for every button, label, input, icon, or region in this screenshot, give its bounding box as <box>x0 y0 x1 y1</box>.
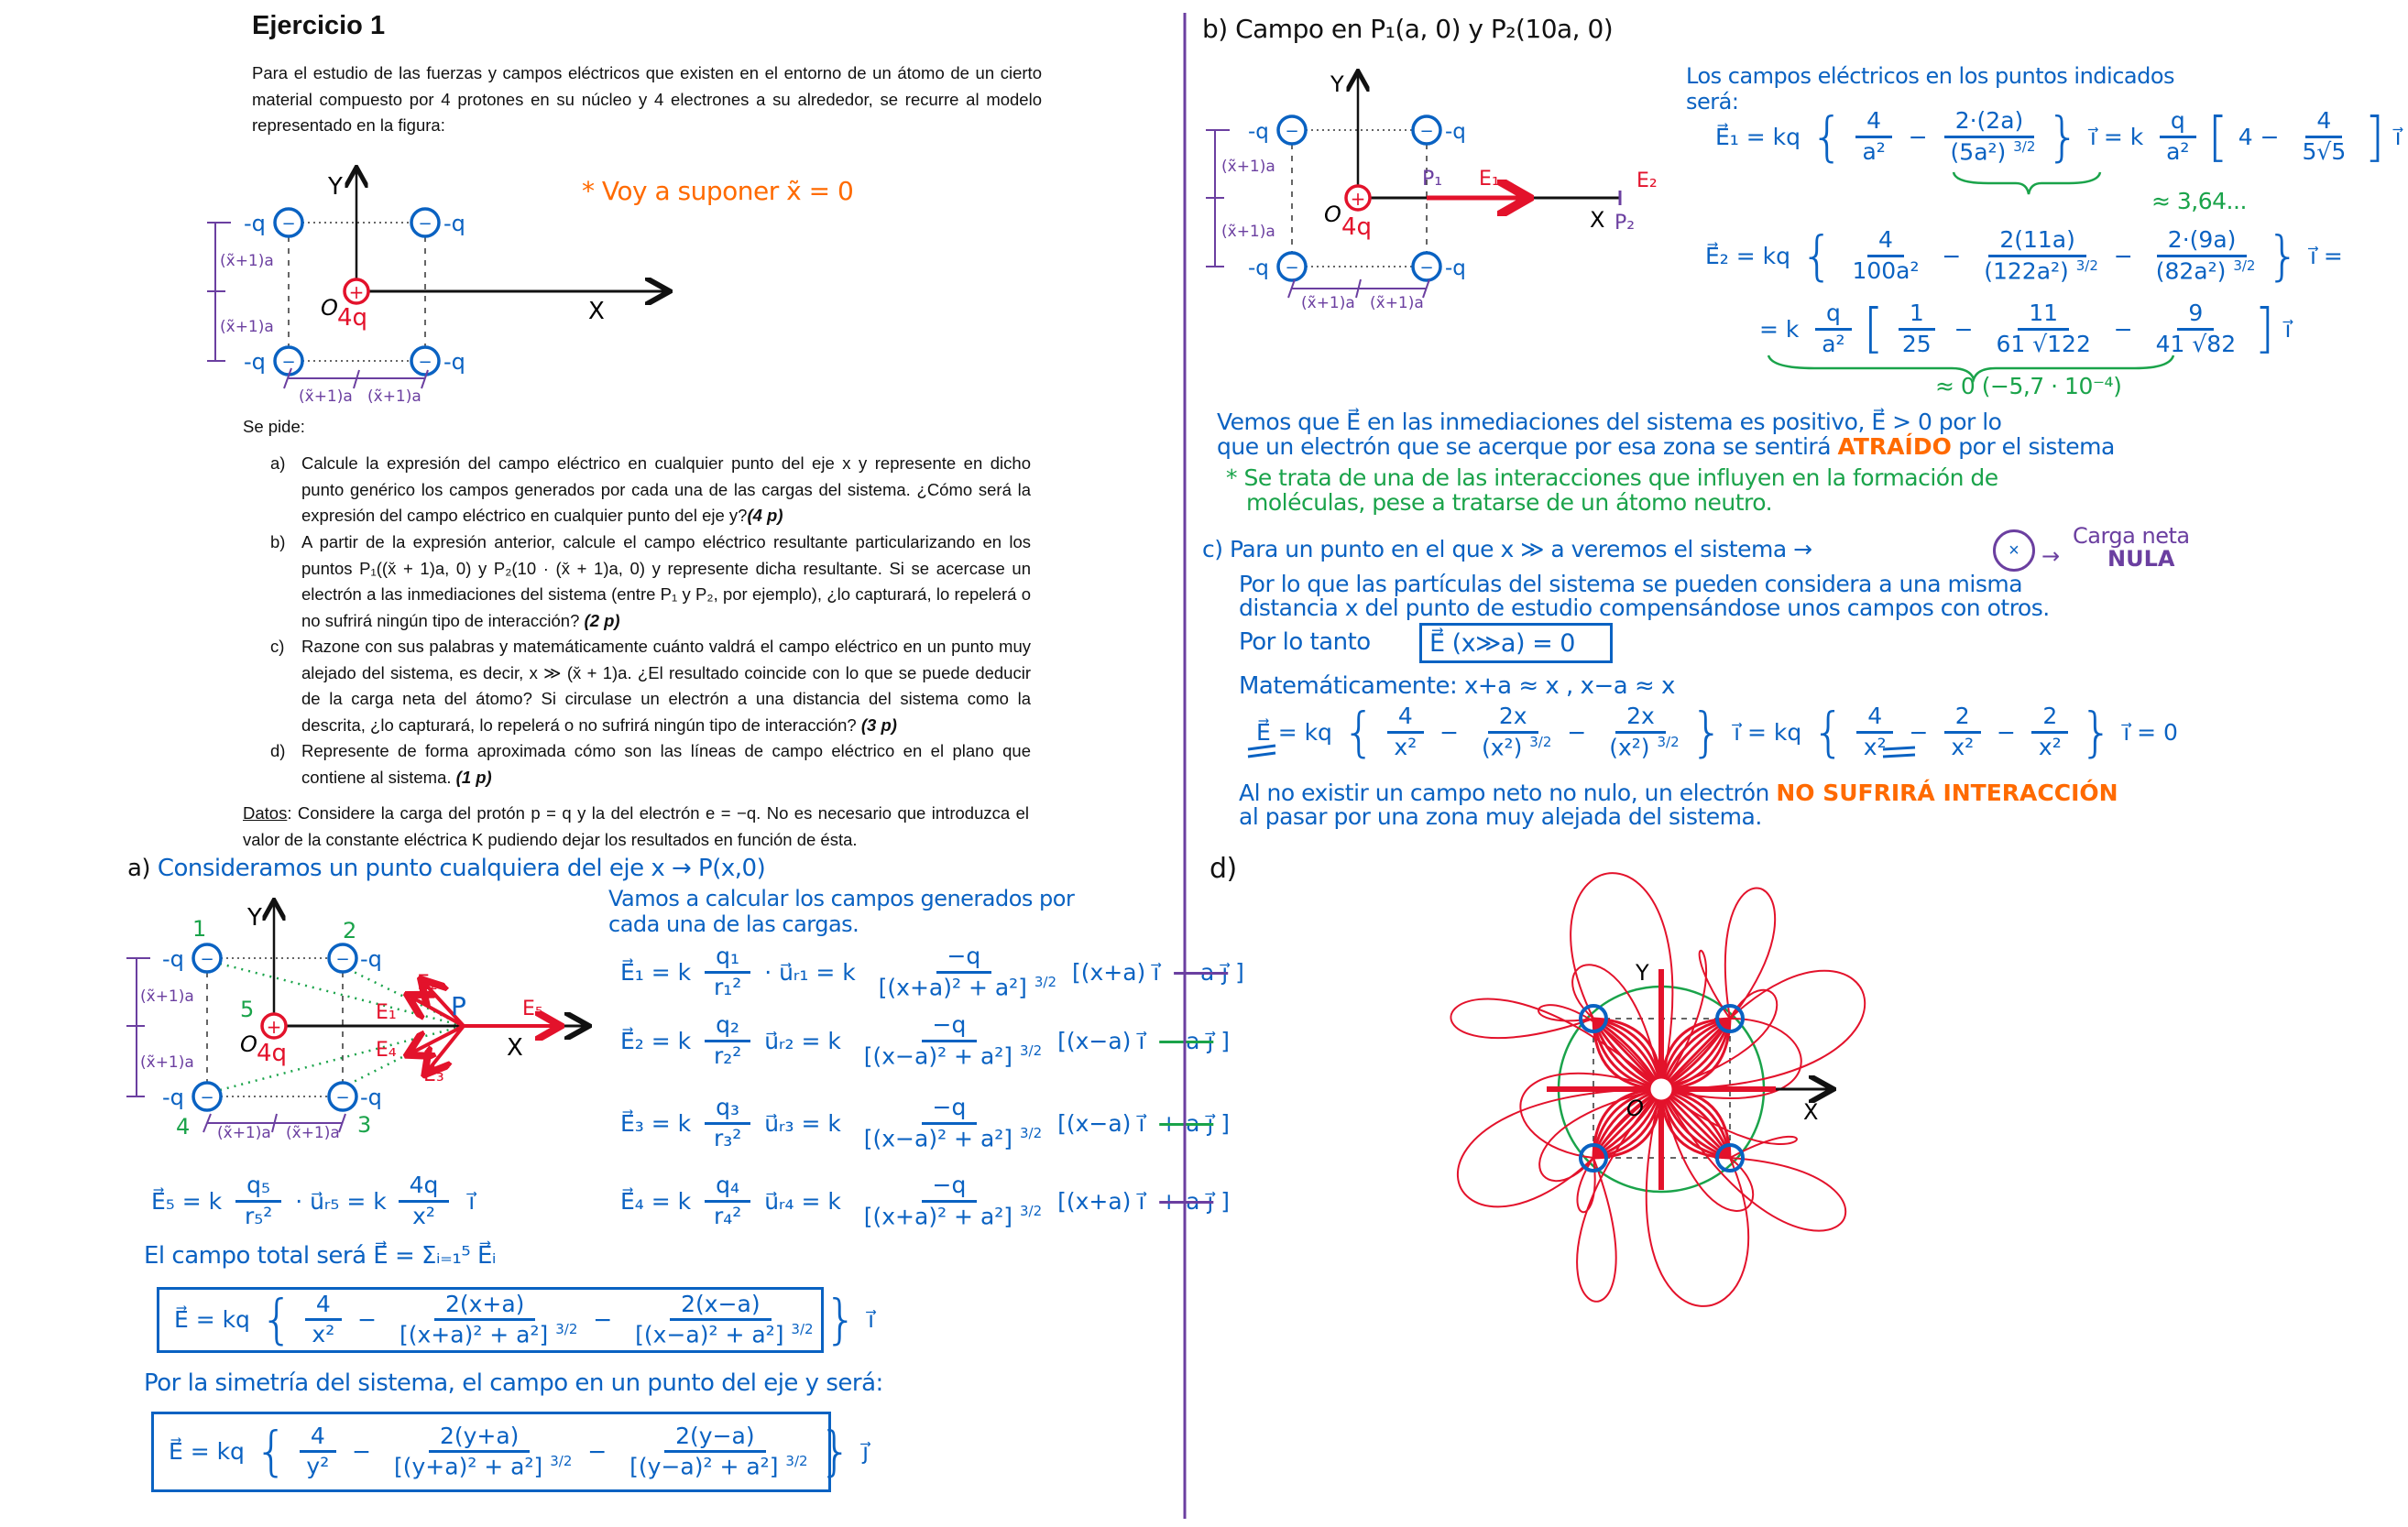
eq-term: i⃗ = 0 <box>2116 718 2185 746</box>
minus-sign: − <box>418 214 432 234</box>
bracket: { <box>1341 701 1376 763</box>
exponent: 3/2 <box>550 1453 573 1470</box>
part-d-heading: d) <box>1209 853 1237 885</box>
vector-label: E₁ <box>376 1001 397 1024</box>
eq-term: r₂² <box>706 1042 750 1069</box>
eq-term: E⃗ = kq <box>161 1438 252 1466</box>
datos-text: : Considere la carga del protón p = q y la del electrón e = −q. No es necesario que introduzca el valor de la constante eléctrica K pudiendo dejar los resultados en función de ésta. <box>243 803 1029 849</box>
eq-term: x² <box>304 1321 343 1348</box>
origin-label: O <box>240 1031 257 1057</box>
b-note-line-2: moléculas, pese a tratarse de un átomo neutro. <box>1246 489 1773 516</box>
part-b-figure <box>1206 71 1658 312</box>
vector-label: E₄ <box>376 1039 397 1062</box>
eq-term: E⃗ = kq <box>1249 718 1340 746</box>
eq-term: E⃗ = kq <box>167 1306 257 1334</box>
part-a-letter: a) <box>127 855 151 882</box>
eq-term: 2x <box>1491 703 1535 729</box>
x-axis-label: X <box>1590 207 1605 233</box>
eq-term: a² <box>2159 137 2197 165</box>
eq-term: −q <box>925 1011 974 1038</box>
eq-term: 4 <box>1860 703 1890 730</box>
electron-label: -q <box>1248 120 1269 144</box>
vector-label: E₅ <box>522 998 543 1020</box>
attracted-highlight: ATRAÍDO <box>1837 433 1952 460</box>
x-axis-label: X <box>588 298 605 325</box>
y-axis-label: Y <box>1636 960 1649 986</box>
eq-term: i⃗ <box>454 1187 483 1215</box>
minus-sign: − <box>1285 258 1299 278</box>
bracket: [ <box>1863 298 1884 360</box>
question-text: Calcule la expresión del campo eléctrico en cualquier punto del eje x y represente en dicho punto genérico los campos generados por cada una de las cargas del sistema. ¿Cómo será la expresión del campo eléctrico en cualquier punto del eje y? <box>301 453 1031 525</box>
charge-number: 4 <box>176 1114 191 1140</box>
far-field-result: E⃗ (x≫a) = 0 <box>1429 628 1575 658</box>
part-c-heading: c) Para un punto en el que x ≫ a veremos el sistema → <box>1202 536 1812 562</box>
eq-term: i⃗ = k <box>2082 123 2151 150</box>
net-symbol: × <box>2008 540 2019 561</box>
eq-term: u⃗ᵣ₄ = k <box>757 1187 848 1215</box>
bracket: { <box>1800 224 1834 287</box>
proton-label: 4q <box>257 1040 288 1067</box>
eq-term: E⃗₂ = k <box>613 1027 699 1054</box>
eq-term: 2·(2a) <box>1947 107 2031 134</box>
eq-term: (x²) <box>1602 734 1658 761</box>
net-charge-label-1: Carga neta <box>2073 523 2190 549</box>
exponent: 3/2 <box>2233 256 2256 274</box>
c-line-2: distancia x del punto de estudio compensándose unos campos con otros. <box>1239 594 2050 621</box>
minus-sign: − <box>335 1088 350 1107</box>
part-b-heading: b) Campo en P₁(a, 0) y P₂(10a, 0) <box>1202 14 1614 44</box>
eq-term: − <box>2106 315 2140 343</box>
exponent: 3/2 <box>555 1321 578 1338</box>
electron-label: -q <box>443 349 465 375</box>
eq-term: (5a²) <box>1943 138 2014 166</box>
eq-term: 2(y−a) <box>668 1422 762 1449</box>
dimension-label: (x̃+1)a <box>1221 158 1275 176</box>
exponent: 3/2 <box>2013 137 2036 155</box>
eq-term: 25 <box>1894 330 1939 357</box>
bracket: } <box>818 1421 853 1483</box>
eq-term: 2 <box>2035 703 2065 730</box>
exercise-title: Ejercicio 1 <box>252 11 386 40</box>
part-a-figure <box>126 902 586 1142</box>
eq-term: r₄² <box>706 1202 750 1229</box>
question-letter: d) <box>270 741 286 760</box>
dimension-marks <box>207 223 428 388</box>
dimension-label: (x̃+1)a <box>1221 223 1275 241</box>
eq-term: 4 <box>2309 107 2339 135</box>
eq-term: 11 <box>2021 300 2066 326</box>
minus-sign: − <box>281 214 296 234</box>
symmetry-text: Por la simetría del sistema, el campo en un punto del eje y será: <box>144 1369 883 1397</box>
eq-term: 2(y+a) <box>432 1422 527 1449</box>
exponent: 3/2 <box>1034 973 1057 990</box>
dimension-label: (x̃+1)a <box>367 387 421 406</box>
eq-term: E⃗₃ = k <box>613 1109 699 1137</box>
eq-term: − <box>350 1306 385 1334</box>
eq-term: u⃗ᵣ₂ = k <box>757 1027 848 1054</box>
se-pide-label: Se pide: <box>243 417 305 436</box>
part-a-heading-text: Consideramos un punto cualquiera del eje x → P(x,0) <box>157 855 766 882</box>
e2-approx-value: ≈ 0 (−5,7 · 10⁻⁴) <box>1935 373 2122 399</box>
eq-term: 4 <box>1871 226 1900 254</box>
p1-label: P₁ <box>1422 168 1443 191</box>
eq-term: E⃗₅ = k <box>144 1187 230 1215</box>
vector-e4 <box>410 1026 464 1053</box>
eq-term: · u⃗ᵣ₁ = k <box>757 958 863 986</box>
minus-sign: − <box>418 353 432 372</box>
electron-label: -q <box>244 349 266 375</box>
minus-sign: − <box>335 950 350 969</box>
bracket: { <box>1811 701 1845 763</box>
eq-term: q₃ <box>708 1094 748 1121</box>
eq-term: [(x+a)² + a²] <box>392 1321 556 1348</box>
dimension-label: (x̃+1)a <box>220 318 274 336</box>
eq-term: r₁² <box>706 973 750 1000</box>
question-letter: b) <box>270 532 286 551</box>
exponent: 3/2 <box>791 1321 814 1338</box>
eq-term: 100a² <box>1844 256 1927 284</box>
atom-model-figure <box>207 169 667 406</box>
field-line <box>1577 1089 1661 1302</box>
eq-term: − <box>2106 242 2140 269</box>
charge-number: 3 <box>357 1112 372 1138</box>
electron-label: -q <box>443 211 465 236</box>
eq-term: j⃗ <box>855 1438 876 1466</box>
electron-label: -q <box>244 211 266 236</box>
part-b-intro-2: será: <box>1686 89 1739 115</box>
origin-label: O <box>1324 202 1341 227</box>
point-p-label: P <box>451 991 466 1021</box>
question-text: Razone con sus palabras y matemáticamente cuánto valdrá el campo eléctrico en un punto muy alejado del sistema, es decir, x ≫ (x̆ + 1)a. ¿El resultado coincide con lo que se puede deducir de la carga neta del átomo? Si circulase un electrón a una distancia del sistema como la descrita, ¿lo capturará, lo repelerá o no sufrirá ningún tipo de interacción? <box>301 637 1031 735</box>
eq-term: [(x+a)² + a²] <box>856 1203 1020 1230</box>
c-line-1: Por lo que las partículas del sistema se pueden considera a una misma <box>1239 571 2023 597</box>
bracket: { <box>1810 105 1844 168</box>
eq-term: i⃗ = <box>2303 242 2350 269</box>
dimension-label: (x̃+1)a <box>140 987 194 1006</box>
bracket: ] <box>2254 298 2275 360</box>
intro-paragraph: Para el estudio de las fuerzas y campos eléctricos que existen en el entorno de un átomo de un cierto material compuesto por 4 protones en su núcleo y 4 electrones a su alrededor, se recurre al modelo representado en la figura: <box>252 63 1042 135</box>
cancelled-term: + a j⃗ <box>1159 1187 1214 1215</box>
eq-term: y² <box>299 1453 337 1480</box>
electron-label: -q <box>360 946 382 972</box>
therefore-label: Por lo tanto <box>1239 628 1371 656</box>
eq-term: [(x−a) i⃗ <box>1050 1027 1160 1054</box>
eq-term: [(y−a)² + a²] <box>622 1453 786 1480</box>
eq-term: 2 <box>1947 703 1977 730</box>
b-note-line-1: * Se trata de una de las interacciones que influyen en la formación de <box>1226 464 1998 491</box>
eq-term: i⃗ <box>2277 315 2299 343</box>
question-points: (4 p) <box>747 506 783 525</box>
x-axis-label: X <box>1803 1099 1819 1125</box>
eq-term: (122a²) <box>1976 257 2076 285</box>
eq-term: −q <box>939 943 989 969</box>
eq-term: [(x−a)² + a²] <box>628 1321 792 1348</box>
minus-sign: − <box>200 1088 214 1107</box>
eq-term: − <box>1934 242 1969 269</box>
eq-term: −q <box>925 1172 974 1198</box>
eq-term: q₁ <box>708 943 748 970</box>
electron-label: -q <box>1248 256 1269 280</box>
bracket: { <box>259 1289 294 1351</box>
eq-term: 4 − <box>2230 123 2287 150</box>
origin-label: O <box>1626 1096 1644 1121</box>
eq-term: x² <box>1943 733 1982 760</box>
eq-term: a² <box>1855 137 1893 165</box>
eq-term: q <box>2162 107 2193 135</box>
double-underline <box>1883 747 1915 757</box>
c-final-text: Al no existir un campo neto no nulo, un electrón <box>1239 780 1777 806</box>
eq-term: q₂ <box>708 1011 748 1039</box>
eq-term: E⃗₁ = k <box>613 958 699 986</box>
eq-term: [(y+a)² + a²] <box>387 1453 551 1480</box>
question-text: A partir de la expresión anterior, calcule el campo eléctrico resultante particularizando en los puntos P₁((x̆ + 1)a, 0) y P₂(10 · (x̆ + 1)a, 0) y represente dicha resultante. Si se acercase un electrón a las inmediaciones del sistema (entre P₁ y P₂, por ejemplo), ¿lo capturará, lo repelerá o no sufrirá ningún tipo de interacción? <box>301 532 1031 630</box>
exponent: 3/2 <box>1529 733 1552 750</box>
e1-label: E₁ <box>1479 168 1500 191</box>
bracket: } <box>1690 701 1724 763</box>
part-a-intro-2: cada una de las cargas. <box>608 911 859 937</box>
part-b-intro-1: Los campos eléctricos en los puntos indicados <box>1686 63 2175 89</box>
part-a-intro-1: Vamos a calcular los campos generados por <box>608 886 1075 911</box>
dimension-label: (x̃+1)a <box>299 387 353 406</box>
eq-term: −q <box>925 1094 974 1120</box>
x-axis-label: X <box>507 1034 523 1062</box>
dimension-label: (x̃+1)a <box>1370 294 1424 312</box>
bracket: } <box>824 1289 859 1351</box>
eq-term: [(x−a)² + a²] <box>856 1042 1020 1070</box>
question-letter: c) <box>270 637 285 656</box>
b-conclusion-line-1: Vemos que E⃗ en las inmediaciones del sistema es positivo, E⃗ > 0 por lo <box>1217 409 2002 435</box>
e1-approx-value: ≈ 3,64... <box>2151 188 2247 214</box>
eq-term: − <box>1901 718 1936 746</box>
eq-term: 2x <box>1619 703 1662 729</box>
numerator <box>2305 108 2342 138</box>
eq-term: 2(11a) <box>1992 226 2083 253</box>
plus-sign: + <box>1350 188 1366 210</box>
brace-e2 <box>1768 355 2173 379</box>
eq-term: [(x−a) i⃗ <box>1050 1109 1160 1137</box>
eq-term: [(x+a) i⃗ <box>1050 1187 1160 1215</box>
y-axis-label: Y <box>247 904 262 932</box>
eq-term: i⃗ = kq <box>1726 718 1810 746</box>
eq-term: − <box>580 1438 615 1466</box>
question-points: (1 p) <box>455 767 492 787</box>
dimension-label: (x̃+1)a <box>286 1124 340 1142</box>
eq-term: 2·(9a) <box>2160 226 2244 253</box>
exponent: 3/2 <box>1020 1202 1043 1219</box>
total-field-label: El campo total será E⃗ = Σᵢ₌₁⁵ E⃗ᵢ <box>144 1242 497 1270</box>
minus-sign: − <box>1419 258 1434 278</box>
eq-term: = k <box>1752 315 1807 343</box>
electron-label: -q <box>1445 120 1466 144</box>
proton-charge <box>1649 1077 1673 1101</box>
eq-term: i⃗ <box>2387 123 2408 150</box>
arrow-to-label: → <box>2041 543 2060 569</box>
dimension-label: (x̃+1)a <box>220 252 274 270</box>
plus-sign: + <box>266 1016 282 1038</box>
electron-label: -q <box>162 1085 184 1110</box>
eq-term: 4 <box>1859 107 1889 135</box>
eq-term: (82a²) <box>2148 257 2234 285</box>
eq-term: ] <box>1213 1027 1237 1054</box>
eq-term: − <box>586 1306 620 1334</box>
bracket: } <box>2079 701 2114 763</box>
eq-term: x² <box>1855 733 1894 760</box>
denominator <box>2292 138 2358 166</box>
math-approx-line: Matemáticamente: x+a ≈ x , x−a ≈ x <box>1239 672 1675 700</box>
minus-sign: − <box>1285 122 1299 141</box>
bracket: } <box>2266 224 2301 287</box>
question-letter: a) <box>270 453 286 473</box>
minus-sign: − <box>281 353 296 372</box>
eq-term: E⃗₁ = kq <box>1708 123 1808 150</box>
eq-term: 4 <box>302 1422 333 1449</box>
cancelled-term: + a j⃗ <box>1159 1109 1214 1137</box>
eq-term: ] <box>1213 1109 1237 1137</box>
y-axis-label: Y <box>1330 71 1344 97</box>
eq-term: q₅ <box>239 1172 279 1198</box>
eq-term: r₃² <box>706 1124 750 1151</box>
vector-label: E₂ <box>417 972 438 995</box>
field-lines-diagram <box>1450 873 1865 1306</box>
exponent: 3/2 <box>2075 256 2098 274</box>
charge-number: 5 <box>240 997 255 1022</box>
proton-label: 4q <box>1341 213 1373 241</box>
eq-term: x² <box>2030 733 2069 760</box>
y-axis-label: Y <box>328 173 343 201</box>
eq-term: − <box>1432 718 1467 746</box>
dimension-label: (x̃+1)a <box>217 1124 271 1142</box>
exponent: 3/2 <box>785 1453 808 1470</box>
b-conclusion-text: que un electrón que se acerque por esa zona se sentirá <box>1217 433 1838 460</box>
datos-label: Datos <box>243 803 288 823</box>
bracket: } <box>2046 105 2080 168</box>
double-underline <box>1248 746 1275 757</box>
minus-sign: − <box>200 950 214 969</box>
eq-term: − <box>1900 123 1935 150</box>
eq-term: · u⃗ᵣ₅ = k <box>288 1187 394 1215</box>
minus-sign: − <box>1419 122 1434 141</box>
dimension-label: (x̃+1)a <box>140 1053 194 1072</box>
eq-term: [(x+a)² + a²] <box>870 974 1034 1001</box>
dimension-label: (x̃+1)a <box>1301 294 1355 312</box>
eq-term: 4 <box>1390 703 1420 730</box>
bracket: { <box>254 1421 289 1483</box>
eq-term: 61 √122 <box>1988 330 2098 357</box>
field-line <box>1593 1019 1661 1089</box>
bracket: ] <box>2364 105 2385 168</box>
eq-term: 4q <box>401 1172 446 1198</box>
eq-term: q₄ <box>708 1172 748 1199</box>
eq-term: − <box>345 1438 379 1466</box>
charge-number: 1 <box>192 916 207 942</box>
eq-term: − <box>1560 718 1594 746</box>
question-points: (3 p) <box>860 714 897 735</box>
eq-term: u⃗ᵣ₃ = k <box>757 1109 848 1137</box>
net-charge-label-2: NULA <box>2107 546 2175 572</box>
cancelled-term: − a j⃗ <box>1159 1027 1214 1054</box>
fraction <box>2292 108 2358 166</box>
eq-term: 2(x+a) <box>438 1290 532 1317</box>
c-final-line-2: al pasar por una zona muy alejada del sistema. <box>1239 803 1762 830</box>
origin-label: O <box>321 295 338 321</box>
eq-term: 4 <box>308 1290 338 1317</box>
exponent: 3/2 <box>1020 1042 1043 1059</box>
proton-label: 4q <box>337 304 368 332</box>
eq-term: 5√5 <box>2294 137 2354 165</box>
eq-term: [(x+a) i⃗ <box>1065 958 1175 986</box>
eq-term: 1 <box>1901 300 1932 326</box>
question-points: (2 p) <box>584 610 620 630</box>
electron-label: -q <box>162 946 184 972</box>
p2-label: P₂ <box>1614 212 1636 235</box>
electron-label: -q <box>360 1085 382 1110</box>
b-conclusion-end: por el sistema <box>1951 433 2115 460</box>
exponent: 3/2 <box>1020 1124 1043 1141</box>
charge-number: 2 <box>343 918 357 943</box>
eq-term: 41 √82 <box>2148 330 2244 357</box>
eq-term: [(x−a)² + a²] <box>856 1125 1020 1152</box>
bracket: [ <box>2207 105 2228 168</box>
vector-label: E₃ <box>423 1063 444 1086</box>
no-interaction-highlight: NO SUFRIRÁ INTERACCIÓN <box>1776 780 2118 806</box>
cancelled-term: − a j⃗ <box>1174 958 1229 986</box>
eq-term: x² <box>1386 733 1425 760</box>
eq-term: q <box>1819 300 1848 326</box>
eq-term: − <box>1989 718 2023 746</box>
eq-term: 2(x−a) <box>673 1290 768 1317</box>
eq-term: x² <box>405 1202 443 1229</box>
eq-term: ] <box>1228 958 1252 986</box>
eq-term: ] <box>1213 1187 1237 1215</box>
plus-sign: + <box>348 281 365 303</box>
eq-term: r₅² <box>237 1202 280 1229</box>
exponent: 3/2 <box>1657 733 1680 750</box>
eq-term: (x²) <box>1474 734 1530 761</box>
question-text: Represente de forma aproximada cómo son las líneas de campo eléctrico en el plano que contiene al sistema. <box>301 741 1031 787</box>
eq-term: i⃗ <box>860 1306 881 1334</box>
assumption-note: * Voy a suponer x̃ = 0 <box>582 176 854 206</box>
eq-term: E⃗₄ = k <box>613 1187 699 1215</box>
eq-term: E⃗₂ = kq <box>1698 242 1798 269</box>
eq-term: a² <box>1814 330 1853 357</box>
eq-term: − <box>1946 315 1981 343</box>
electron-label: -q <box>1445 256 1466 280</box>
e2-label: E₂ <box>1636 169 1658 192</box>
brace-e1 <box>1954 172 2100 194</box>
eq-term: 9 <box>2181 300 2211 326</box>
